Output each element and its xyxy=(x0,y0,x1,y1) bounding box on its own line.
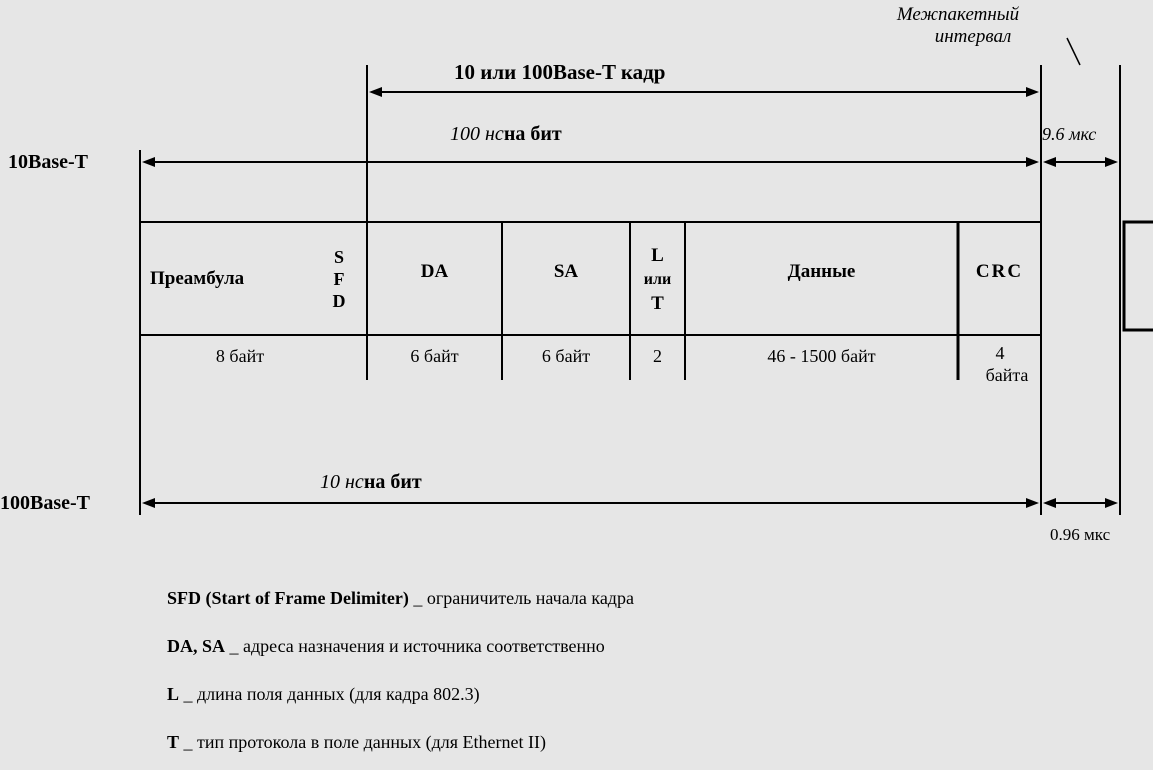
row-10-rate-value: 100 нс xyxy=(450,123,504,145)
size-crc-number: 4 xyxy=(995,343,1005,363)
legend-t-key: T xyxy=(167,732,180,752)
field-or: или xyxy=(643,271,672,288)
row-100-ifg-time: 0.96 мкс xyxy=(1050,525,1111,544)
size-da: 6 байт xyxy=(410,346,459,366)
arrowhead xyxy=(1026,157,1039,167)
legend-t xyxy=(167,732,546,753)
arrowhead xyxy=(1105,498,1118,508)
legend-sfd-text: _ ограничитель начала кадра xyxy=(413,588,634,608)
field-preamble: Преамбула xyxy=(150,267,245,289)
field-sa: SA xyxy=(553,261,579,282)
size-crc xyxy=(958,342,1056,386)
row-10-rate xyxy=(450,124,562,144)
ifg-label-line1: Межпакетный xyxy=(896,4,1020,25)
legend-l-text: _ длина поля данных (для кадра 802.3) xyxy=(183,684,480,704)
arrowhead xyxy=(1043,157,1056,167)
arrowhead xyxy=(142,498,155,508)
field-sfd-d: D xyxy=(332,291,346,311)
field-l: L xyxy=(651,245,664,266)
frame-title: 10 или 100Base-T кадр xyxy=(454,60,666,84)
row-10-name: 10Base-T xyxy=(8,151,88,173)
row-100-rate xyxy=(320,472,422,492)
field-l-or-t xyxy=(630,232,685,328)
size-preamble: 8 байт xyxy=(215,346,265,366)
arrowhead xyxy=(1043,498,1056,508)
ifg-label xyxy=(860,4,1056,48)
size-data: 46 - 1500 байт xyxy=(767,346,876,366)
ifg-pointer xyxy=(1067,38,1080,65)
field-t: T xyxy=(651,293,664,314)
row-10-ifg-time: 9.6 мкс xyxy=(1042,124,1097,144)
field-data: Данные xyxy=(787,261,856,282)
arrowhead xyxy=(1105,157,1118,167)
size-sa: 6 байт xyxy=(541,346,591,366)
field-sfd xyxy=(322,236,356,322)
arrowhead xyxy=(1026,87,1039,97)
legend-l xyxy=(167,684,480,705)
row-100-name: 100Base-T xyxy=(0,492,90,514)
arrowhead xyxy=(142,157,155,167)
legend-da-sa-text: _ адреса назначения и источника соответственно xyxy=(229,636,605,656)
legend-da-sa xyxy=(167,636,605,657)
row-10-rate-unit: на бит xyxy=(503,123,562,145)
legend-da-sa-key: DA, SA xyxy=(167,636,226,656)
row-100-rate-value: 10 нс xyxy=(320,471,364,493)
field-crc: CRC xyxy=(975,261,1024,282)
ifg-label-line2: интервал xyxy=(934,26,1012,47)
arrowhead xyxy=(369,87,382,97)
field-da: DA xyxy=(420,261,449,282)
field-sfd-s: S xyxy=(333,247,344,267)
field-sfd-f: F xyxy=(333,269,345,289)
legend-sfd xyxy=(167,588,634,609)
next-frame-box xyxy=(1124,222,1153,330)
size-crc-unit: байта xyxy=(985,365,1029,385)
legend-sfd-key: SFD (Start of Frame Delimiter) xyxy=(167,588,409,608)
legend-t-text: _ тип протокола в поле данных (для Ethernet II) xyxy=(183,732,546,752)
row-100-rate-unit: на бит xyxy=(363,471,422,493)
arrowhead xyxy=(1026,498,1039,508)
size-l: 2 xyxy=(653,346,662,366)
legend-l-key: L xyxy=(167,684,180,704)
